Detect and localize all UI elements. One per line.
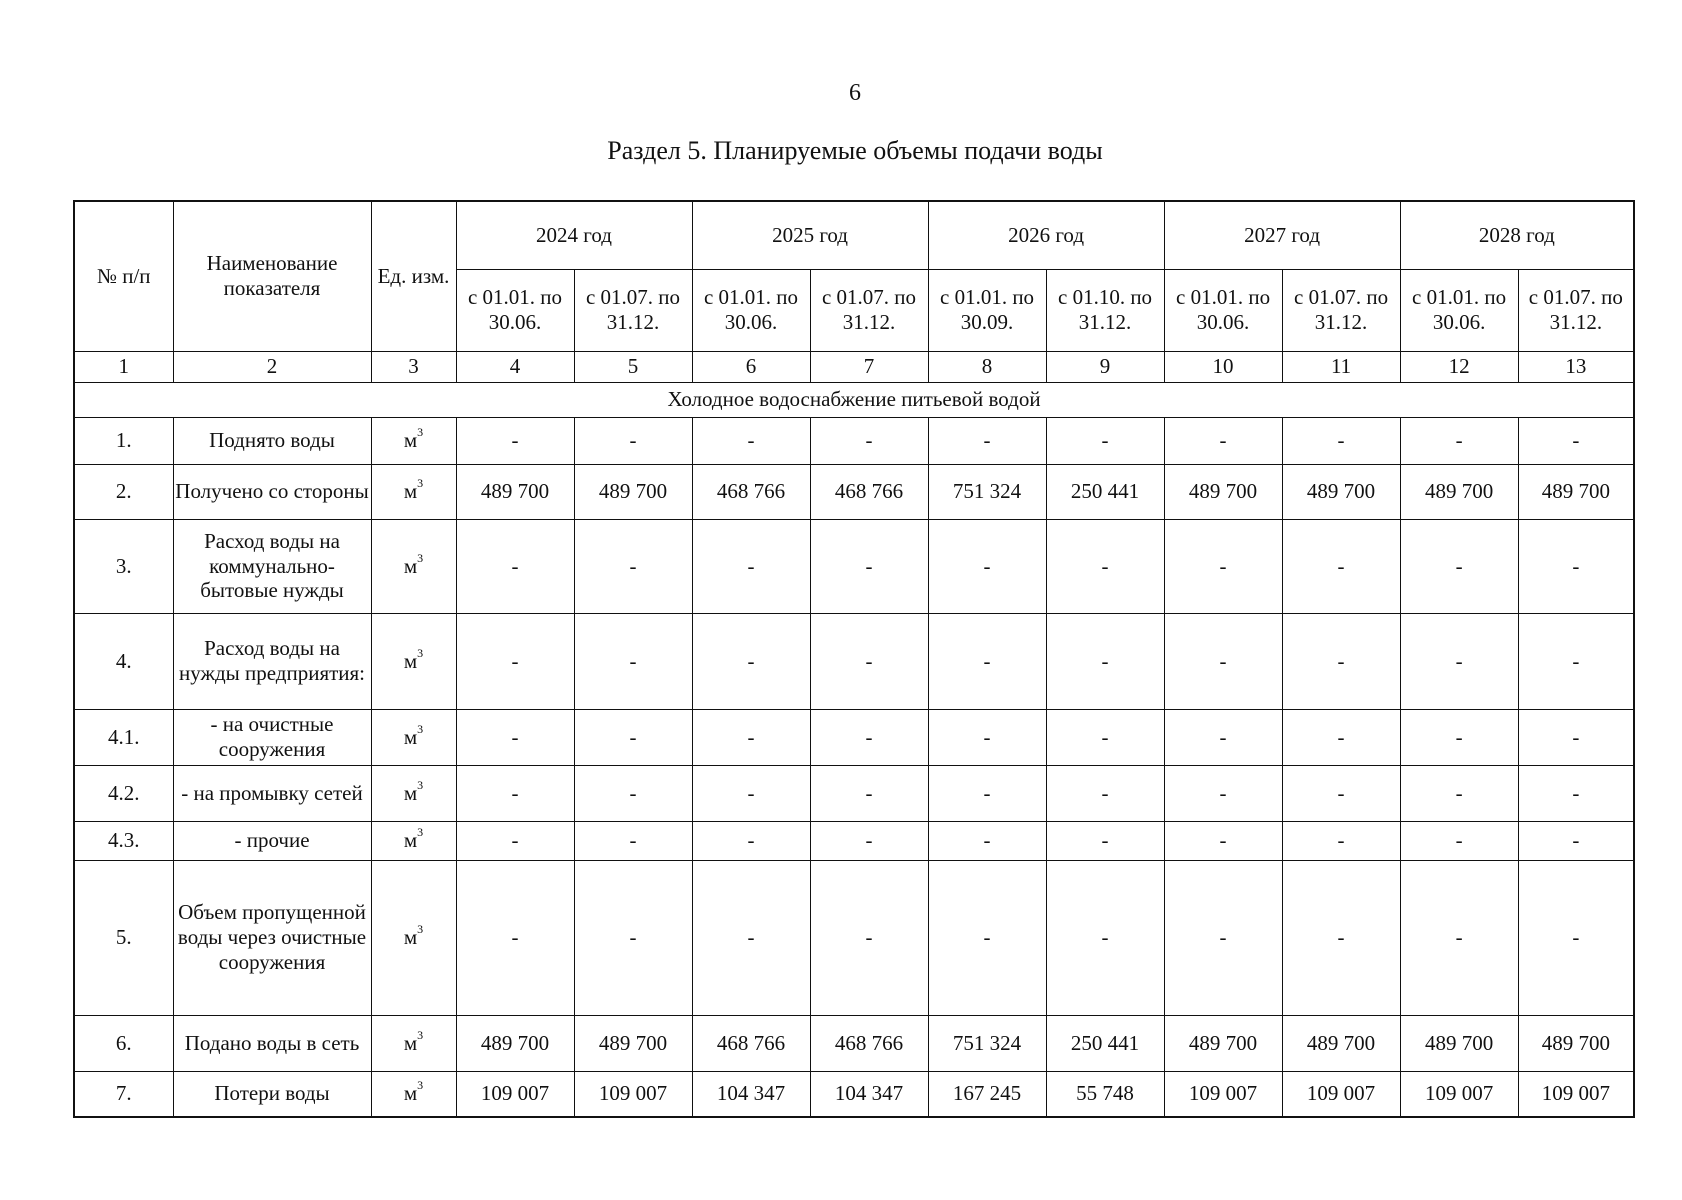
unit-exponent: 3 bbox=[417, 777, 424, 792]
header-year: 2024 год bbox=[456, 201, 692, 269]
row-value: - bbox=[928, 765, 1046, 821]
row-value: 489 700 bbox=[1282, 464, 1400, 519]
row-value: 109 007 bbox=[574, 1071, 692, 1117]
row-value: - bbox=[1282, 765, 1400, 821]
row-value: - bbox=[1164, 417, 1282, 464]
row-value: 109 007 bbox=[1282, 1071, 1400, 1117]
row-value: - bbox=[1400, 860, 1518, 1015]
row-value: - bbox=[456, 860, 574, 1015]
row-value: - bbox=[1400, 821, 1518, 860]
table-row bbox=[74, 613, 1634, 709]
table-row bbox=[74, 1071, 1634, 1117]
row-unit bbox=[371, 860, 456, 1015]
water-supply-table bbox=[73, 200, 1635, 1118]
header-period: с 01.01. по 30.06. bbox=[456, 269, 574, 351]
row-value: - bbox=[574, 613, 692, 709]
row-name: Подано воды в сеть bbox=[173, 1015, 371, 1071]
row-value: 489 700 bbox=[1400, 464, 1518, 519]
column-number: 11 bbox=[1282, 351, 1400, 382]
row-value: 104 347 bbox=[810, 1071, 928, 1117]
section-row bbox=[74, 382, 1634, 417]
row-value: - bbox=[574, 860, 692, 1015]
row-value: - bbox=[692, 613, 810, 709]
row-value: - bbox=[574, 821, 692, 860]
table-row bbox=[74, 860, 1634, 1015]
row-value: 489 700 bbox=[574, 1015, 692, 1071]
row-value: 489 700 bbox=[1282, 1015, 1400, 1071]
row-value: - bbox=[1518, 860, 1634, 1015]
row-value: - bbox=[1518, 417, 1634, 464]
header-period: с 01.07. по 31.12. bbox=[810, 269, 928, 351]
column-number: 9 bbox=[1046, 351, 1164, 382]
unit-exponent: 3 bbox=[417, 1078, 424, 1093]
row-value: - bbox=[1164, 765, 1282, 821]
table-row bbox=[74, 821, 1634, 860]
row-unit bbox=[371, 1071, 456, 1117]
row-value: - bbox=[1046, 860, 1164, 1015]
row-number: 6. bbox=[74, 1015, 173, 1071]
row-value: - bbox=[692, 417, 810, 464]
unit-exponent: 3 bbox=[417, 550, 424, 565]
row-value: 489 700 bbox=[1164, 464, 1282, 519]
row-unit bbox=[371, 613, 456, 709]
header-year: 2027 год bbox=[1164, 201, 1400, 269]
unit-base: м bbox=[403, 780, 418, 805]
column-number: 4 bbox=[456, 351, 574, 382]
unit-base: м bbox=[403, 648, 418, 673]
row-value: - bbox=[1400, 519, 1518, 613]
row-value: - bbox=[810, 709, 928, 765]
row-value: 468 766 bbox=[810, 464, 928, 519]
unit-base: м bbox=[403, 428, 418, 453]
column-number: 2 bbox=[173, 351, 371, 382]
row-value: 167 245 bbox=[928, 1071, 1046, 1117]
row-unit bbox=[371, 709, 456, 765]
page-number: 6 bbox=[849, 80, 861, 106]
row-value: 489 700 bbox=[456, 464, 574, 519]
row-value: - bbox=[928, 519, 1046, 613]
row-value: - bbox=[1518, 821, 1634, 860]
header-year: 2026 год bbox=[928, 201, 1164, 269]
row-value: - bbox=[1518, 709, 1634, 765]
row-number: 3. bbox=[74, 519, 173, 613]
row-value: 55 748 bbox=[1046, 1071, 1164, 1117]
row-value: - bbox=[692, 519, 810, 613]
row-value: - bbox=[1400, 765, 1518, 821]
section-heading: Холодное водоснабжение питьевой водой bbox=[74, 382, 1634, 417]
row-value: - bbox=[810, 519, 928, 613]
column-number: 6 bbox=[692, 351, 810, 382]
unit-exponent: 3 bbox=[417, 476, 424, 491]
row-number: 2. bbox=[74, 464, 173, 519]
row-value: - bbox=[456, 765, 574, 821]
unit-base: м bbox=[403, 1030, 418, 1055]
header-unit: Ед. изм. bbox=[371, 201, 456, 351]
row-number: 5. bbox=[74, 860, 173, 1015]
row-value: - bbox=[574, 417, 692, 464]
row-value: - bbox=[1400, 417, 1518, 464]
unit-base: м bbox=[403, 828, 418, 853]
header-name: Наименование показателя bbox=[173, 201, 371, 351]
row-value: - bbox=[1046, 519, 1164, 613]
unit-exponent: 3 bbox=[417, 825, 424, 840]
row-value: - bbox=[1282, 613, 1400, 709]
row-unit bbox=[371, 821, 456, 860]
row-value: 250 441 bbox=[1046, 1015, 1164, 1071]
row-value: - bbox=[1282, 821, 1400, 860]
row-value: 250 441 bbox=[1046, 464, 1164, 519]
row-value: - bbox=[1046, 417, 1164, 464]
table-row bbox=[74, 519, 1634, 613]
row-value: - bbox=[456, 519, 574, 613]
row-value: - bbox=[574, 709, 692, 765]
row-value: - bbox=[810, 765, 928, 821]
row-value: 109 007 bbox=[1400, 1071, 1518, 1117]
row-value: 751 324 bbox=[928, 464, 1046, 519]
unit-exponent: 3 bbox=[417, 1027, 424, 1042]
row-value: - bbox=[574, 519, 692, 613]
unit-base: м bbox=[403, 925, 418, 950]
row-value: 104 347 bbox=[692, 1071, 810, 1117]
row-value: 468 766 bbox=[810, 1015, 928, 1071]
row-unit bbox=[371, 519, 456, 613]
row-name: Получено со стороны bbox=[173, 464, 371, 519]
row-value: - bbox=[1282, 860, 1400, 1015]
row-value: 109 007 bbox=[1164, 1071, 1282, 1117]
row-number: 4. bbox=[74, 613, 173, 709]
header-period: с 01.01. по 30.06. bbox=[1400, 269, 1518, 351]
row-value: - bbox=[1518, 613, 1634, 709]
row-value: 468 766 bbox=[692, 464, 810, 519]
row-value: - bbox=[692, 709, 810, 765]
table-row bbox=[74, 417, 1634, 464]
row-number: 4.2. bbox=[74, 765, 173, 821]
row-value: 489 700 bbox=[456, 1015, 574, 1071]
header-period: с 01.10. по 31.12. bbox=[1046, 269, 1164, 351]
header-num: № п/п bbox=[74, 201, 173, 351]
column-number: 13 bbox=[1518, 351, 1634, 382]
row-name: Объем пропущенной воды через очистные сооружения bbox=[173, 860, 371, 1015]
row-value: 489 700 bbox=[1164, 1015, 1282, 1071]
row-unit bbox=[371, 464, 456, 519]
row-value: - bbox=[692, 860, 810, 1015]
row-name: - прочие bbox=[173, 821, 371, 860]
unit-exponent: 3 bbox=[417, 645, 424, 660]
row-value: 751 324 bbox=[928, 1015, 1046, 1071]
column-number: 3 bbox=[371, 351, 456, 382]
unit-exponent: 3 bbox=[417, 721, 424, 736]
row-value: - bbox=[1164, 519, 1282, 613]
unit-base: м bbox=[403, 479, 418, 504]
row-value: - bbox=[1164, 821, 1282, 860]
row-name: Потери воды bbox=[173, 1071, 371, 1117]
header-year: 2025 год bbox=[692, 201, 928, 269]
column-number: 1 bbox=[74, 351, 173, 382]
row-value: - bbox=[1046, 765, 1164, 821]
row-value: - bbox=[574, 765, 692, 821]
row-value: - bbox=[456, 821, 574, 860]
row-value: - bbox=[928, 709, 1046, 765]
row-value: - bbox=[1164, 709, 1282, 765]
column-number: 7 bbox=[810, 351, 928, 382]
row-value: - bbox=[810, 613, 928, 709]
row-value: - bbox=[1400, 709, 1518, 765]
row-value: - bbox=[1046, 613, 1164, 709]
section-title: Раздел 5. Планируемые объемы подачи воды bbox=[607, 136, 1103, 165]
row-value: - bbox=[928, 613, 1046, 709]
table-row bbox=[74, 464, 1634, 519]
row-name: - на очистные сооружения bbox=[173, 709, 371, 765]
row-name: - на промывку сетей bbox=[173, 765, 371, 821]
column-number: 5 bbox=[574, 351, 692, 382]
row-value: - bbox=[1518, 765, 1634, 821]
column-number: 8 bbox=[928, 351, 1046, 382]
row-value: - bbox=[1046, 821, 1164, 860]
unit-exponent: 3 bbox=[417, 425, 424, 440]
row-value: - bbox=[1164, 860, 1282, 1015]
row-number: 7. bbox=[74, 1071, 173, 1117]
row-number: 4.3. bbox=[74, 821, 173, 860]
row-value: - bbox=[456, 709, 574, 765]
row-value: - bbox=[456, 613, 574, 709]
column-number: 10 bbox=[1164, 351, 1282, 382]
row-value: - bbox=[810, 417, 928, 464]
header-period: с 01.01. по 30.09. bbox=[928, 269, 1046, 351]
row-value: - bbox=[1400, 613, 1518, 709]
row-value: - bbox=[1164, 613, 1282, 709]
unit-exponent: 3 bbox=[417, 922, 424, 937]
row-name: Поднято воды bbox=[173, 417, 371, 464]
row-number: 1. bbox=[74, 417, 173, 464]
row-unit bbox=[371, 1015, 456, 1071]
unit-base: м bbox=[403, 724, 418, 749]
row-value: - bbox=[928, 821, 1046, 860]
unit-base: м bbox=[403, 553, 418, 578]
row-unit bbox=[371, 417, 456, 464]
row-value: 109 007 bbox=[1518, 1071, 1634, 1117]
table-row bbox=[74, 709, 1634, 765]
row-value: 489 700 bbox=[1518, 464, 1634, 519]
row-name: Расход воды на коммунально-бытовые нужды bbox=[173, 519, 371, 613]
row-unit bbox=[371, 765, 456, 821]
row-value: 489 700 bbox=[574, 464, 692, 519]
row-value: - bbox=[928, 417, 1046, 464]
row-name: Расход воды на нужды предприятия: bbox=[173, 613, 371, 709]
header-period: с 01.01. по 30.06. bbox=[1164, 269, 1282, 351]
header-period: с 01.07. по 31.12. bbox=[1518, 269, 1634, 351]
row-value: - bbox=[810, 860, 928, 1015]
row-value: 468 766 bbox=[692, 1015, 810, 1071]
row-value: 489 700 bbox=[1518, 1015, 1634, 1071]
row-value: - bbox=[692, 821, 810, 860]
header-period: с 01.07. по 31.12. bbox=[1282, 269, 1400, 351]
column-number-row bbox=[74, 351, 1634, 382]
row-value: - bbox=[1282, 519, 1400, 613]
header-period: с 01.01. по 30.06. bbox=[692, 269, 810, 351]
row-value: 109 007 bbox=[456, 1071, 574, 1117]
unit-base: м bbox=[403, 1081, 418, 1106]
row-value: 489 700 bbox=[1400, 1015, 1518, 1071]
row-value: - bbox=[692, 765, 810, 821]
row-value: - bbox=[1518, 519, 1634, 613]
row-value: - bbox=[456, 417, 574, 464]
row-value: - bbox=[810, 821, 928, 860]
row-value: - bbox=[928, 860, 1046, 1015]
row-value: - bbox=[1046, 709, 1164, 765]
table-row bbox=[74, 1015, 1634, 1071]
header-year: 2028 год bbox=[1400, 201, 1634, 269]
column-number: 12 bbox=[1400, 351, 1518, 382]
header-period: с 01.07. по 31.12. bbox=[574, 269, 692, 351]
table-row bbox=[74, 765, 1634, 821]
row-value: - bbox=[1282, 417, 1400, 464]
header-row-years bbox=[74, 201, 1634, 269]
row-value: - bbox=[1282, 709, 1400, 765]
row-number: 4.1. bbox=[74, 709, 173, 765]
